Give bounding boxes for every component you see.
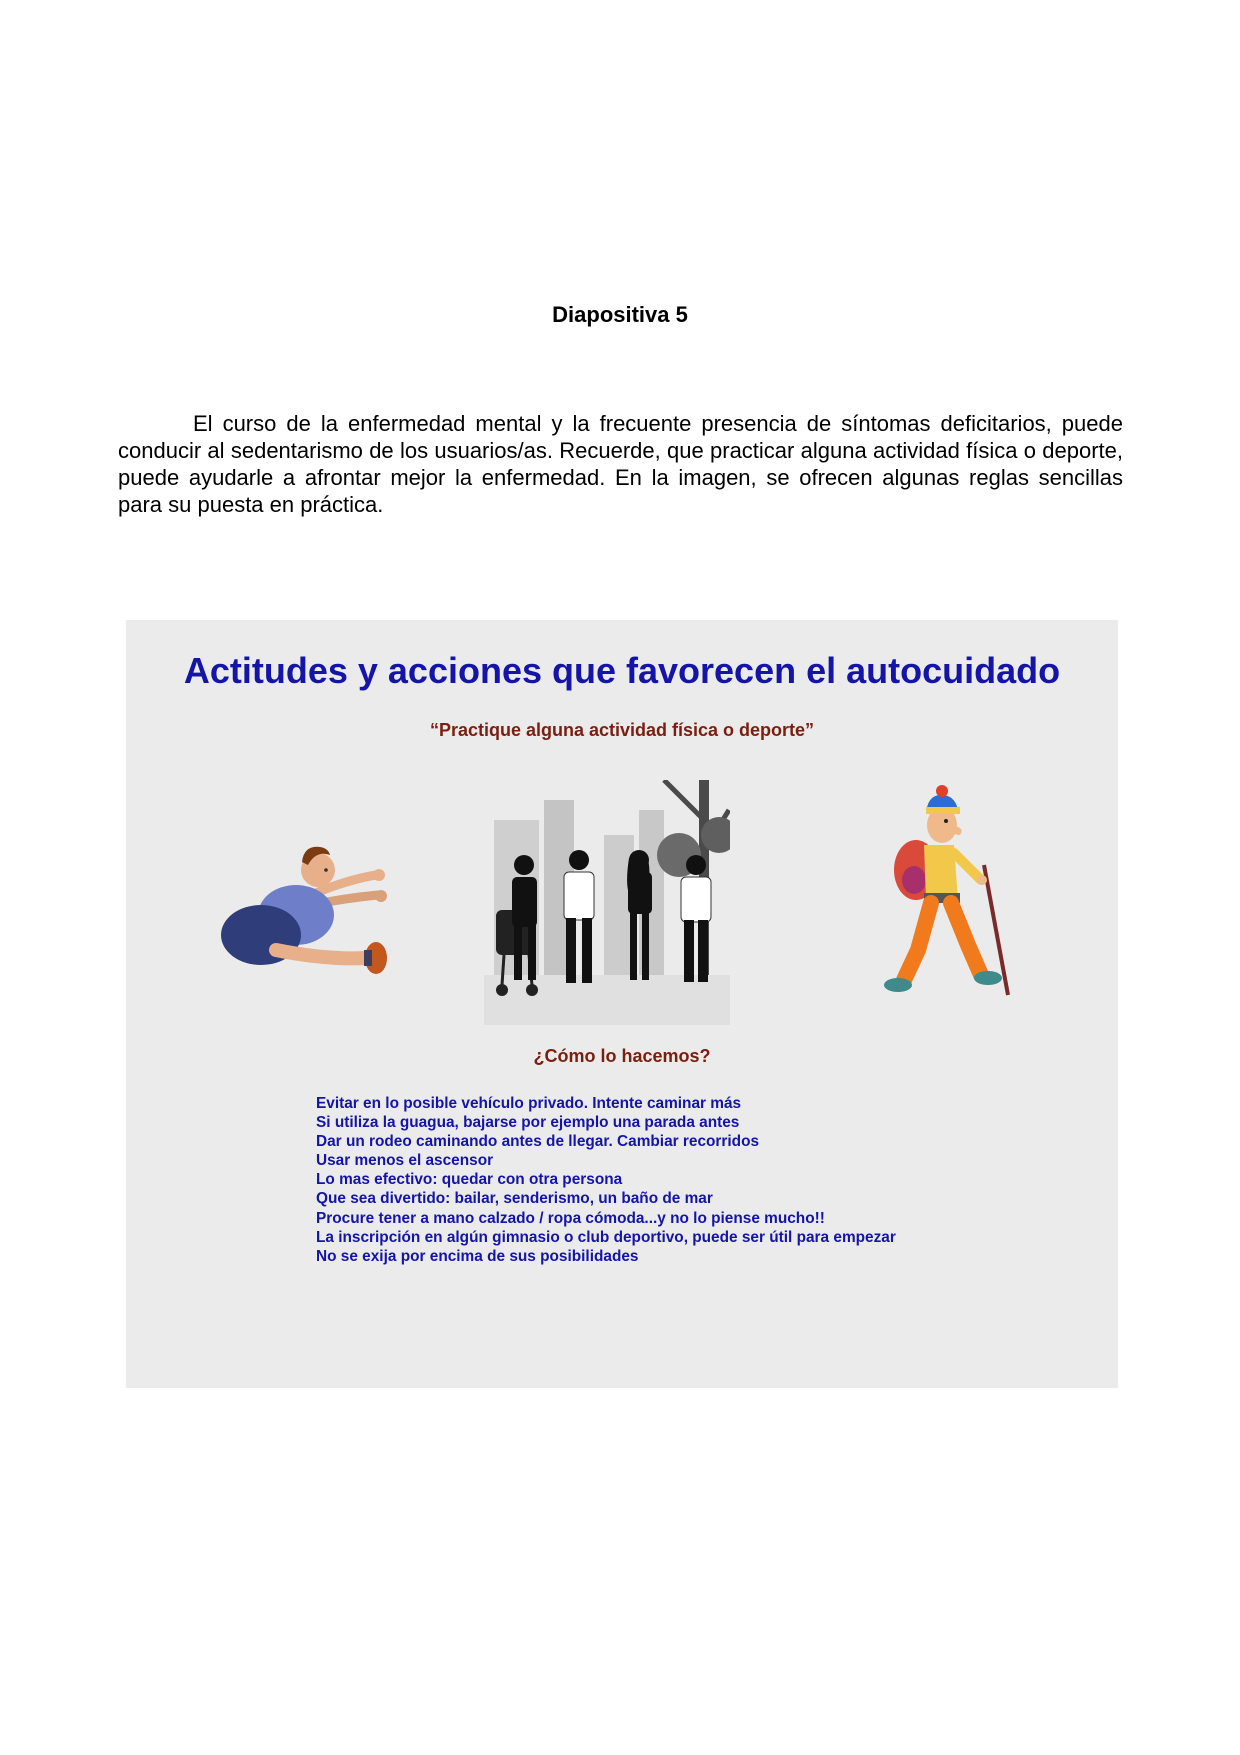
list-item: La inscripción en algún gimnasio o club deportivo, puede ser útil para empezar <box>316 1228 896 1246</box>
list-item: No se exija por encima de sus posibilidades <box>316 1247 639 1265</box>
page-heading: Diapositiva 5 <box>552 302 688 327</box>
slide-question: ¿Cómo lo hacemos? <box>533 1046 711 1066</box>
list-item: Si utiliza la guagua, bajarse por ejemplo una parada antes <box>316 1114 740 1132</box>
slide-title: Actitudes y acciones que favorecen el autocuidado <box>183 650 1061 691</box>
people-walking-silhouette <box>484 780 730 1025</box>
intro-paragraph: El curso de la enfermedad mental y la frecuente presencia de síntomas deficitarios, puede conducir al sedentarismo de los usuarios/as. Recuerde, que practicar alguna actividad física o deporte, puede ayudarle a afrontar mejor la enfermedad. En la imagen, se ofrecen algunas reglas sencillas para su puesta en práctica. <box>118 411 1123 517</box>
slide-quote: “Practique alguna actividad física o deporte” <box>429 720 815 740</box>
hiker-illustration <box>876 785 1016 1005</box>
list-item: Que sea divertido: bailar, senderismo, un baño de mar <box>316 1190 713 1208</box>
slide-image <box>126 620 1118 1388</box>
list-item: Evitar en lo posible vehículo privado. Intente caminar más <box>316 1095 742 1112</box>
tips-list <box>316 1094 896 1266</box>
list-item: Usar menos el ascensor <box>316 1152 494 1170</box>
list-item: Procure tener a mano calzado / ropa cómoda...y no lo piense mucho!! <box>316 1209 825 1227</box>
list-item: Lo mas efectivo: quedar con otra persona <box>316 1171 623 1189</box>
list-item: Dar un rodeo caminando antes de llegar. Cambiar recorridos <box>316 1133 760 1151</box>
exercising-woman-illustration <box>216 820 406 985</box>
